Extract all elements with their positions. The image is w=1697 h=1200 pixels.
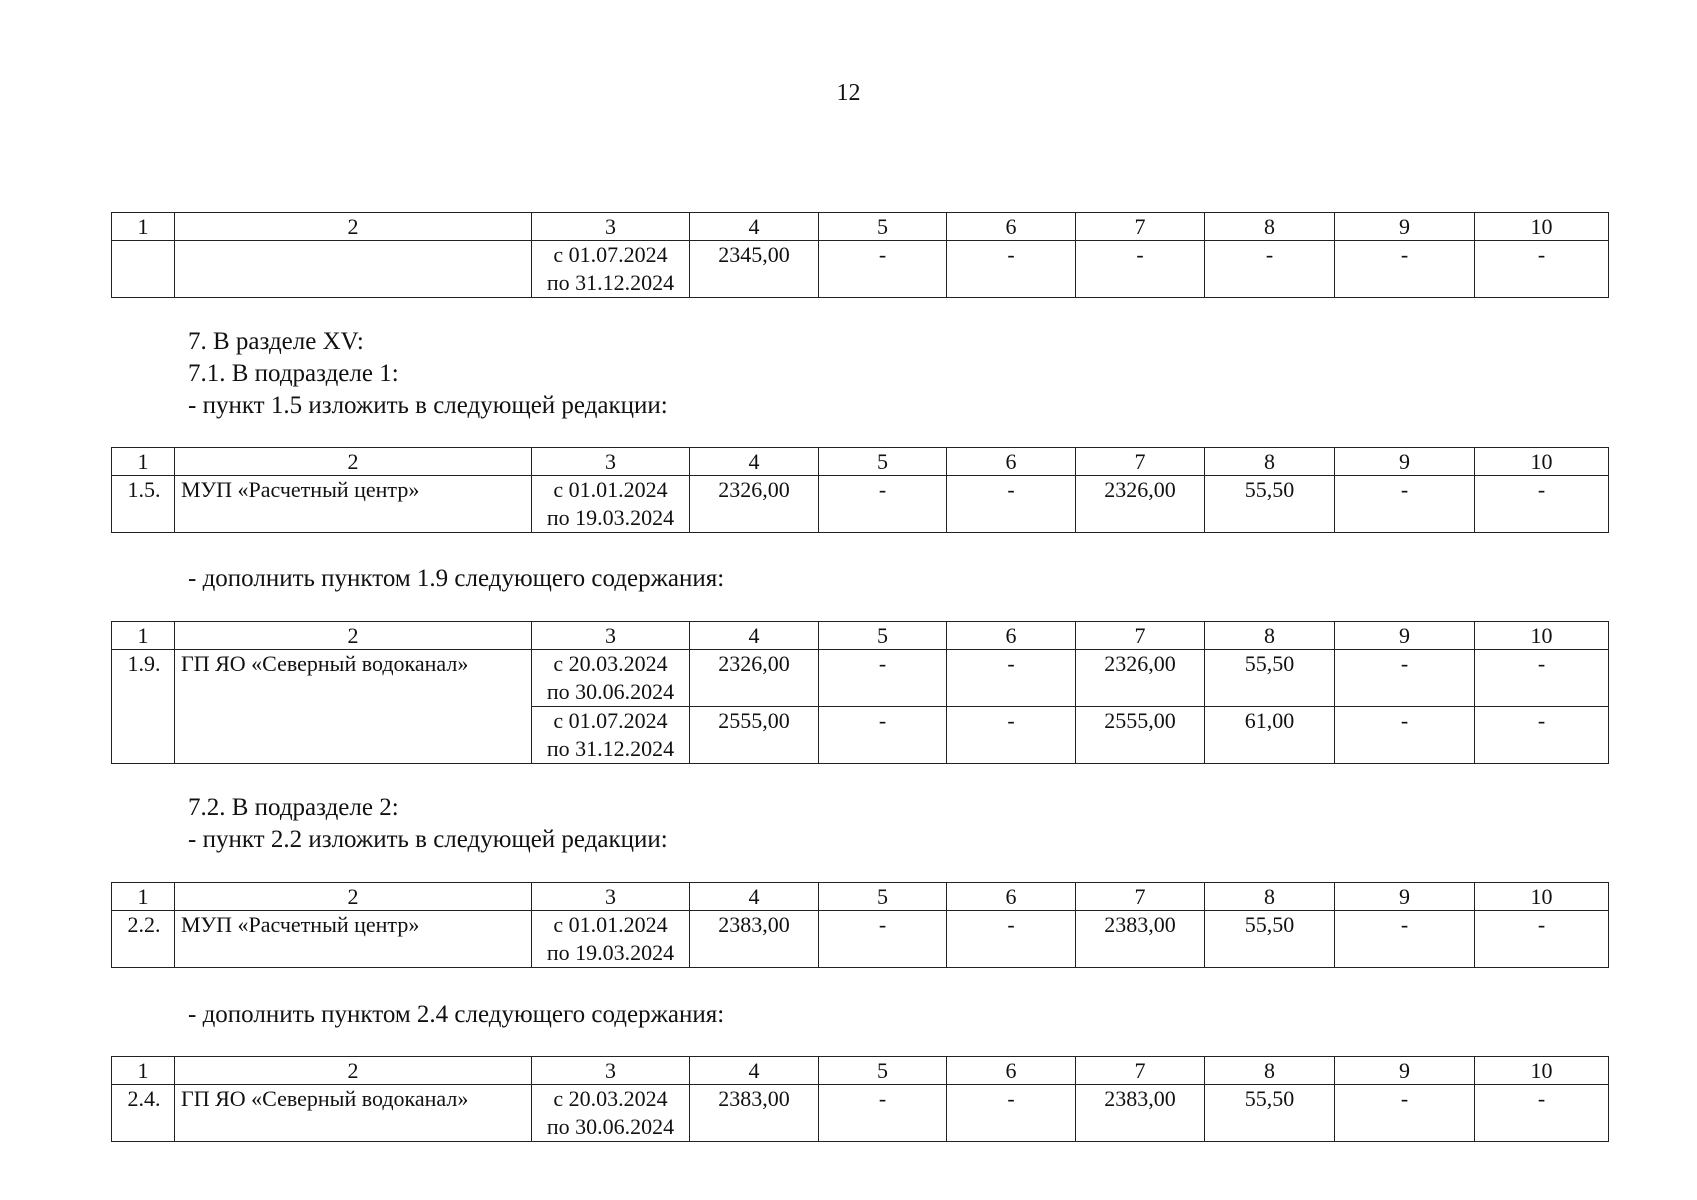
organization-name: ГП ЯО «Северный водоканал» [175,650,532,764]
header-cell: 3 [532,448,690,476]
tariff-table-continuation [111,212,1609,298]
value-col-8: 61,00 [1205,707,1335,764]
period-cell [532,650,690,707]
value-col-10: - [1475,650,1609,707]
period-cell [532,476,690,533]
instruction-text: - пункт 1.5 изложить в следующей редакции: [188,392,668,419]
period-to: по 30.06.2024 [546,1114,675,1139]
value-col-4: 2555,00 [690,707,819,764]
subsection-heading: 7.1. В подразделе 1: [188,360,399,387]
item-number: 2.4. [112,1085,175,1142]
tariff-table-item-2-4 [111,1056,1609,1142]
header-cell: 6 [947,448,1076,476]
item-number: 2.2. [112,911,175,968]
tariff-table-item-1-5 [111,447,1609,533]
value-col-6: - [947,650,1076,707]
value-col-4: 2326,00 [690,476,819,533]
header-cell: 10 [1475,622,1609,650]
header-cell: 1 [112,213,175,241]
header-cell: 10 [1475,213,1609,241]
value-col-5: - [819,1085,947,1142]
header-cell: 10 [1475,883,1609,911]
tariff-table-item-1-9 [111,621,1609,764]
item-number: 1.9. [112,650,175,764]
value-col-10: - [1475,476,1609,533]
value-col-9: - [1335,1085,1475,1142]
value-col-7: 2383,00 [1076,911,1205,968]
organization-name [175,241,532,298]
tariff-table-item-2-2 [111,882,1609,968]
page-number: 12 [836,80,861,106]
organization-name: ГП ЯО «Северный водоканал» [175,1085,532,1142]
value-col-8: 55,50 [1205,911,1335,968]
header-cell: 9 [1335,883,1475,911]
header-cell: 2 [175,448,532,476]
period-to: по 19.03.2024 [546,940,675,965]
period-from: с 01.01.2024 [553,912,668,937]
period-from: с 20.03.2024 [553,1086,668,1111]
value-col-9: - [1335,476,1475,533]
item-number: 1.5. [112,476,175,533]
header-cell: 7 [1076,213,1205,241]
header-cell: 1 [112,883,175,911]
value-col-4: 2345,00 [690,241,819,298]
header-cell: 1 [112,1057,175,1085]
subsection-heading: 7.2. В подразделе 2: [188,794,399,821]
period-cell [532,911,690,968]
table-row [112,911,1609,968]
table-header-row [112,622,1609,650]
value-col-10: - [1475,707,1609,764]
value-col-5: - [819,911,947,968]
header-cell: 4 [690,622,819,650]
period-from: с 01.01.2024 [553,477,668,502]
period-cell [532,1085,690,1142]
header-cell: 8 [1205,883,1335,911]
value-col-6: - [947,1085,1076,1142]
header-cell: 4 [690,213,819,241]
header-cell: 7 [1076,1057,1205,1085]
header-cell: 3 [532,883,690,911]
value-col-7: 2383,00 [1076,1085,1205,1142]
header-cell: 2 [175,213,532,241]
header-cell: 3 [532,213,690,241]
value-col-10: - [1475,911,1609,968]
value-col-6: - [947,707,1076,764]
table-header-row [112,213,1609,241]
value-col-6: - [947,241,1076,298]
table-row [112,650,1609,707]
table-header-row [112,1057,1609,1085]
header-cell: 7 [1076,883,1205,911]
value-col-5: - [819,476,947,533]
header-cell: 8 [1205,622,1335,650]
header-cell: 9 [1335,448,1475,476]
value-col-4: 2383,00 [690,911,819,968]
header-cell: 2 [175,1057,532,1085]
value-col-10: - [1475,1085,1609,1142]
period-from: с 01.07.2024 [553,708,668,733]
header-cell: 6 [947,622,1076,650]
period-cell [532,707,690,764]
organization-name: МУП «Расчетный центр» [175,476,532,533]
header-cell: 9 [1335,622,1475,650]
value-col-9: - [1335,241,1475,298]
value-col-5: - [819,707,947,764]
header-cell: 2 [175,883,532,911]
instruction-text: - дополнить пунктом 2.4 следующего содержания: [188,1001,725,1028]
value-col-8: - [1205,241,1335,298]
period-to: по 19.03.2024 [546,505,675,530]
value-col-7: 2555,00 [1076,707,1205,764]
value-col-9: - [1335,650,1475,707]
period-to: по 30.06.2024 [546,679,675,704]
value-col-6: - [947,476,1076,533]
header-cell: 1 [112,448,175,476]
period-to: по 31.12.2024 [546,736,675,761]
header-cell: 3 [532,1057,690,1085]
header-cell: 4 [690,883,819,911]
instruction-text: - дополнить пунктом 1.9 следующего содержания: [188,565,725,592]
header-cell: 9 [1335,213,1475,241]
value-col-6: - [947,911,1076,968]
value-col-8: 55,50 [1205,1085,1335,1142]
value-col-9: - [1335,911,1475,968]
table-header-row [112,883,1609,911]
period-to: по 31.12.2024 [546,270,675,295]
value-col-8: 55,50 [1205,650,1335,707]
value-col-4: 2326,00 [690,650,819,707]
header-cell: 5 [819,213,947,241]
value-col-8: 55,50 [1205,476,1335,533]
header-cell: 8 [1205,213,1335,241]
period-cell [532,241,690,298]
period-from: с 20.03.2024 [553,651,668,676]
item-number [112,241,175,298]
header-cell: 6 [947,883,1076,911]
header-cell: 6 [947,1057,1076,1085]
value-col-7: 2326,00 [1076,650,1205,707]
header-cell: 4 [690,1057,819,1085]
section-heading: 7. В разделе XV: [188,328,364,355]
organization-name: МУП «Расчетный центр» [175,911,532,968]
header-cell: 8 [1205,448,1335,476]
header-cell: 10 [1475,1057,1609,1085]
table-row [112,476,1609,533]
table-row [112,1085,1609,1142]
header-cell: 2 [175,622,532,650]
value-col-7: - [1076,241,1205,298]
value-col-4: 2383,00 [690,1085,819,1142]
header-cell: 5 [819,1057,947,1085]
header-cell: 1 [112,622,175,650]
header-cell: 3 [532,622,690,650]
header-cell: 4 [690,448,819,476]
table-header-row [112,448,1609,476]
header-cell: 5 [819,448,947,476]
period-from: с 01.07.2024 [553,242,668,267]
table-row [112,241,1609,298]
value-col-10: - [1475,241,1609,298]
header-cell: 5 [819,883,947,911]
header-cell: 6 [947,213,1076,241]
header-cell: 8 [1205,1057,1335,1085]
header-cell: 5 [819,622,947,650]
header-cell: 7 [1076,622,1205,650]
value-col-5: - [819,650,947,707]
value-col-5: - [819,241,947,298]
value-col-9: - [1335,707,1475,764]
header-cell: 7 [1076,448,1205,476]
header-cell: 9 [1335,1057,1475,1085]
instruction-text: - пункт 2.2 изложить в следующей редакции: [188,826,668,853]
header-cell: 10 [1475,448,1609,476]
value-col-7: 2326,00 [1076,476,1205,533]
